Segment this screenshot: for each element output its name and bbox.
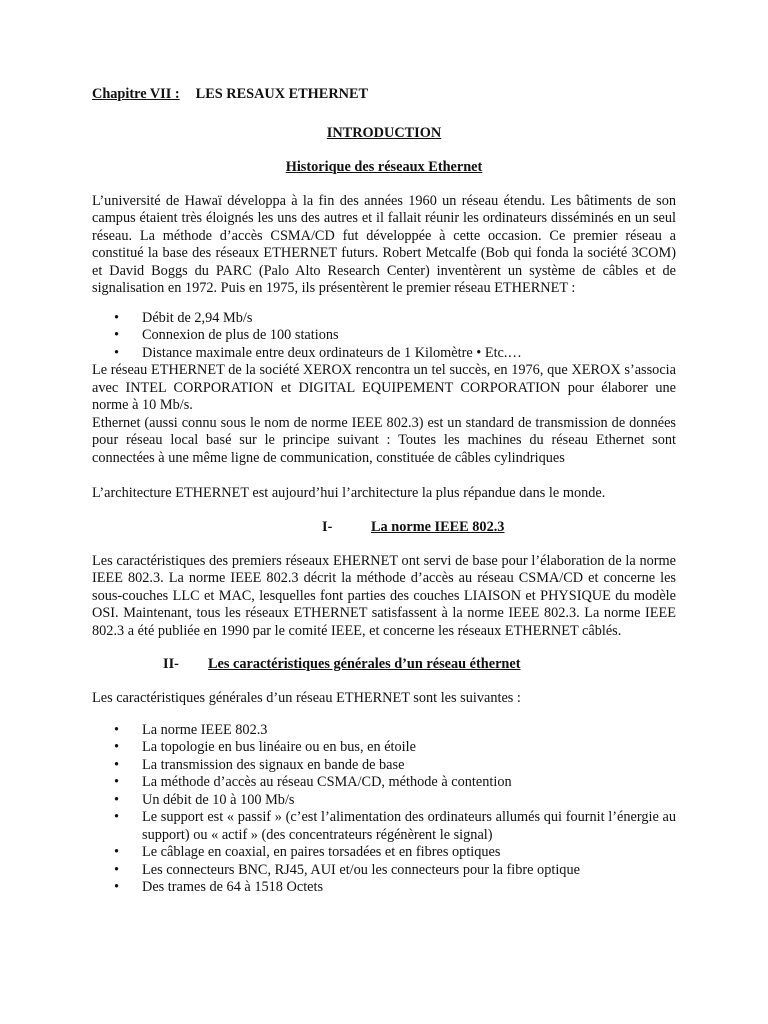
chapter-heading [92, 86, 676, 104]
list-item [92, 809, 676, 844]
list-item [92, 792, 676, 810]
bullet-icon: • [114, 344, 120, 361]
section-two-title: Les caractéristiques générales d’un réseau éthernet [208, 656, 521, 672]
section-one-paragraph: Les caractéristiques des premiers réseaux EHERNET ont servi de base pour l’élaboration de la norme IEEE 802.3. La norme IEEE 802.3 décrit la méthode d’accès au réseau CSMA/CD et concerne les sous-couches LLC et MAC, lesquelles font parties des couches LIAISON et PHYSIQUE du modèle OSI. Maintenant, tous les réseaux ETHERNET satisfassent à la norme IEEE 802.3. La norme IEEE 802.3 a été publiée en 1990 par le comité IEEE, et concerne les réseaux ETHERNET câblés. [92, 552, 676, 639]
list-item [92, 774, 676, 792]
section-two-intro: Les caractéristiques générales d’un réseau ETHERNET sont les suivantes : [92, 690, 521, 706]
list-item-text: Connexion de plus de 100 stations [142, 327, 339, 343]
list-item [92, 310, 676, 328]
chapter-label: Chapitre VII : [92, 86, 180, 102]
first-bullet-list [92, 310, 676, 363]
characteristics-list [92, 722, 676, 897]
ieee-paragraph: Ethernet (aussi connu sous le nom de norme IEEE 802.3) est un standard de transmission de données pour réseau local basé sur le principe suivant : Toutes les machines du réseau Ethernet sont connectées à une même ligne de communication, constituée de câbles cylindriques [92, 414, 676, 466]
bullet-icon: • [114, 774, 120, 790]
list-item [92, 862, 676, 880]
section-one-number: I- [322, 518, 333, 535]
bullet-icon: • [114, 879, 120, 895]
architecture-paragraph: L’architecture ETHERNET est aujourd’hui l’architecture la plus répandue dans le monde. [92, 485, 606, 501]
section-two-heading [92, 656, 676, 674]
list-item [92, 879, 676, 897]
bullet-icon: • [114, 756, 120, 773]
bullet-icon: • [114, 844, 120, 860]
bullet-icon: • [114, 327, 120, 343]
section-one-title: La norme IEEE 802.3 [371, 518, 505, 535]
list-item [92, 722, 676, 740]
list-item-text: Le support est « passif » (c’est l’alimentation des ordinateurs allumés qui fournit l’énergie au support) ou « actif » (des concentrateurs régénèrent le signal) [142, 809, 676, 843]
document-page [92, 86, 676, 897]
list-item-text: La topologie en bus linéaire ou en bus, en étoile [142, 739, 416, 755]
bullet-icon: • [114, 809, 120, 825]
bullet-icon: • [114, 721, 120, 738]
list-item-text: Distance maximale entre deux ordinateurs de 1 Kilomètre • Etc.… [142, 344, 522, 361]
intro-paragraph: L’université de Hawaï développa à la fin des années 1960 un réseau étendu. Les bâtiments de son campus étaient très éloignés les uns des autres et il fallait réunir les ordinateurs disséminés en un seul réseau. La méthode d’accès CSMA/CD fut développée à cette occasion. Ce premier réseau a constitué la base des réseaux ETHERNET futurs. Robert Metcalfe (Bob qui fonda la société 3COM) et David Boggs du PARC (Palo Alto Research Center) inventèrent un système de câbles et de signalisation en 1972. Puis en 1975, ils présentèrent le premier réseau ETHERNET : [92, 192, 676, 296]
section-one-heading [92, 519, 676, 537]
list-item-text: La méthode d’accès au réseau CSMA/CD, méthode à contention [142, 774, 512, 790]
list-item-text: Débit de 2,94 Mb/s [142, 309, 253, 326]
list-item-text: Le câblage en coaxial, en paires torsadées et en fibres optiques [142, 844, 501, 860]
bullet-icon: • [114, 739, 120, 755]
bullet-icon: • [114, 861, 120, 878]
section-two-number: II- [163, 656, 179, 672]
bullet-icon: • [114, 791, 120, 808]
chapter-title: LES RESAUX ETHERNET [195, 86, 369, 102]
list-item [92, 739, 676, 757]
list-item [92, 757, 676, 775]
list-item-text: La norme IEEE 802.3 [142, 721, 268, 738]
list-item-text: Des trames de 64 à 1518 Octets [142, 879, 324, 895]
list-item-text: Un débit de 10 à 100 Mb/s [142, 791, 295, 808]
introduction-heading: INTRODUCTION [326, 124, 442, 141]
list-item-text: Les connecteurs BNC, RJ45, AUI et/ou les connecteurs pour la fibre optique [142, 861, 580, 878]
list-item [92, 844, 676, 862]
history-heading: Historique des réseaux Ethernet [285, 159, 483, 175]
list-item-text: La transmission des signaux en bande de base [142, 756, 405, 773]
xerox-paragraph: Le réseau ETHERNET de la société XEROX rencontra un tel succès, en 1976, que XEROX s’associa avec INTEL CORPORATION et DIGITAL EQUIPEMENT CORPORATION pour élaborer une norme à 10 Mb/s. [92, 362, 676, 413]
bullet-icon: • [114, 309, 120, 326]
list-item [92, 327, 676, 345]
list-item [92, 345, 676, 363]
